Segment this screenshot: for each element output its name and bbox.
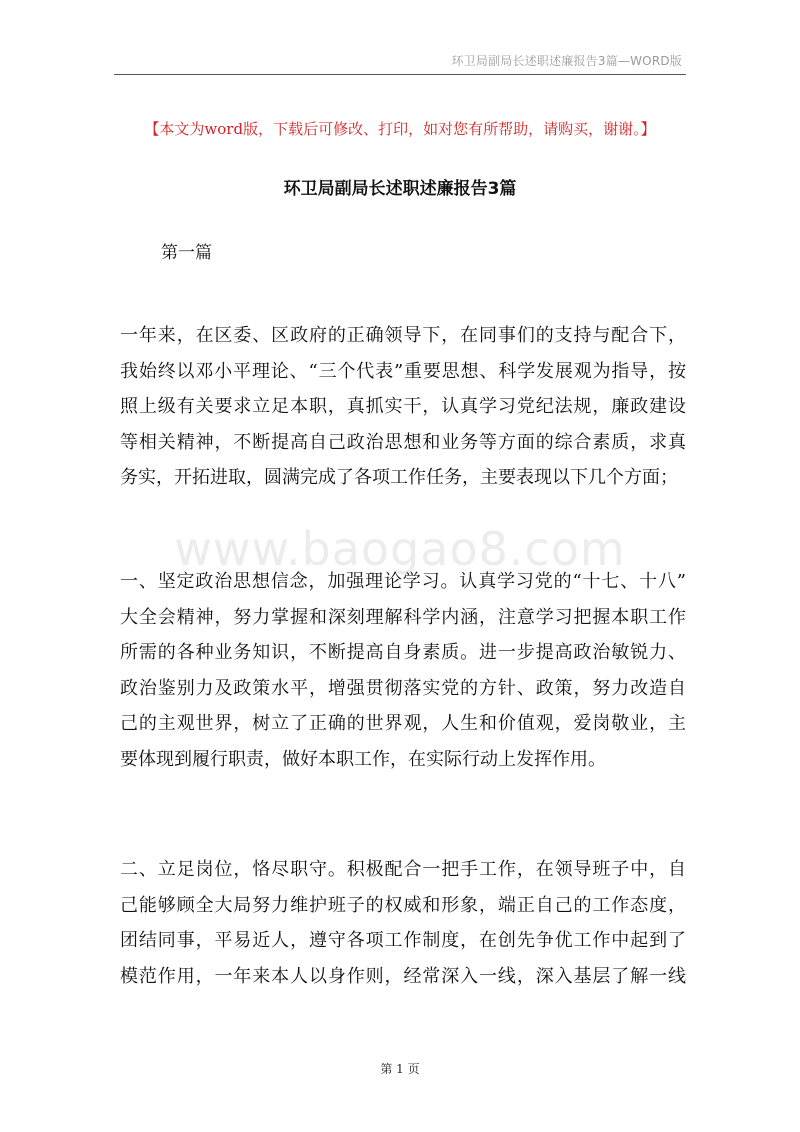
paragraph-line: 所需的各种业务知识，不断提高自身素质。进一步提高政治敏锐力、 (120, 642, 686, 663)
purchase-notice: 【本文为word版，下载后可修改、打印，如对您有所帮助，请购买，谢谢。】 (144, 120, 656, 138)
paragraph-line: 团结同事，平易近人，遵守各项工作制度，在创先争优工作中起到了 (120, 930, 686, 951)
paragraph-section-two (120, 852, 686, 994)
section-label: 第一篇 (161, 243, 212, 263)
paragraph-section-one (120, 564, 686, 777)
paragraph-line: 己的主观世界，树立了正确的世界观，人生和价值观，爱岗敬业，主 (120, 713, 686, 734)
paragraph-line: 一年来，在区委、区政府的正确领导下，在同事们的支持与配合下， (120, 325, 686, 346)
paragraph-line: 政治鉴别力及政策水平，增强贯彻落实党的方针、政策，努力改造自 (120, 677, 686, 699)
paragraph-line: 务实，开拓进取，圆满完成了各项工作任务，主要表现以下几个方面； (120, 467, 678, 488)
paragraph-line: 一、坚定政治思想信念，加强理论学习。认真学习党的“十七、十八” (120, 571, 686, 592)
document-title: 环卫局副局长述职述廉报告3篇 (283, 179, 517, 199)
page-number: 第 1 页 (380, 1062, 420, 1076)
paragraph-line: 己能够顾全大局努力维护班子的权威和形象，端正自己的工作态度， (120, 894, 686, 916)
paragraph-line: 二、立足岗位，恪尽职守。积极配合一把手工作，在领导班子中，自 (120, 859, 686, 880)
paragraph-line: 等相关精神，不断提高自己政治思想和业务等方面的综合素质，求真 (120, 431, 686, 453)
running-header: 环卫局副局长述职述廉报告3篇—WORD版 (451, 54, 682, 68)
header-divider (114, 74, 686, 75)
paragraph-line: 要体现到履行职责，做好本职工作，在实际行动上发挥作用。 (120, 748, 606, 770)
paragraph-line: 我始终以邓小平理论、“三个代表”重要思想、科学发展观为指导，按 (120, 360, 686, 382)
paragraph-line: 模范作用，一年来本人以身作则，经常深入一线，深入基层了解一线 (120, 965, 686, 987)
paragraph-line: 照上级有关要求立足本职，真抓实干，认真学习党纪法规，廉政建设 (120, 396, 686, 417)
paragraph-line: 大全会精神，努力掌握和深刻理解科学内涵，注意学习把握本职工作 (120, 606, 686, 628)
watermark-text: www.baogao8.com (174, 522, 626, 576)
paragraph-intro (120, 318, 686, 496)
